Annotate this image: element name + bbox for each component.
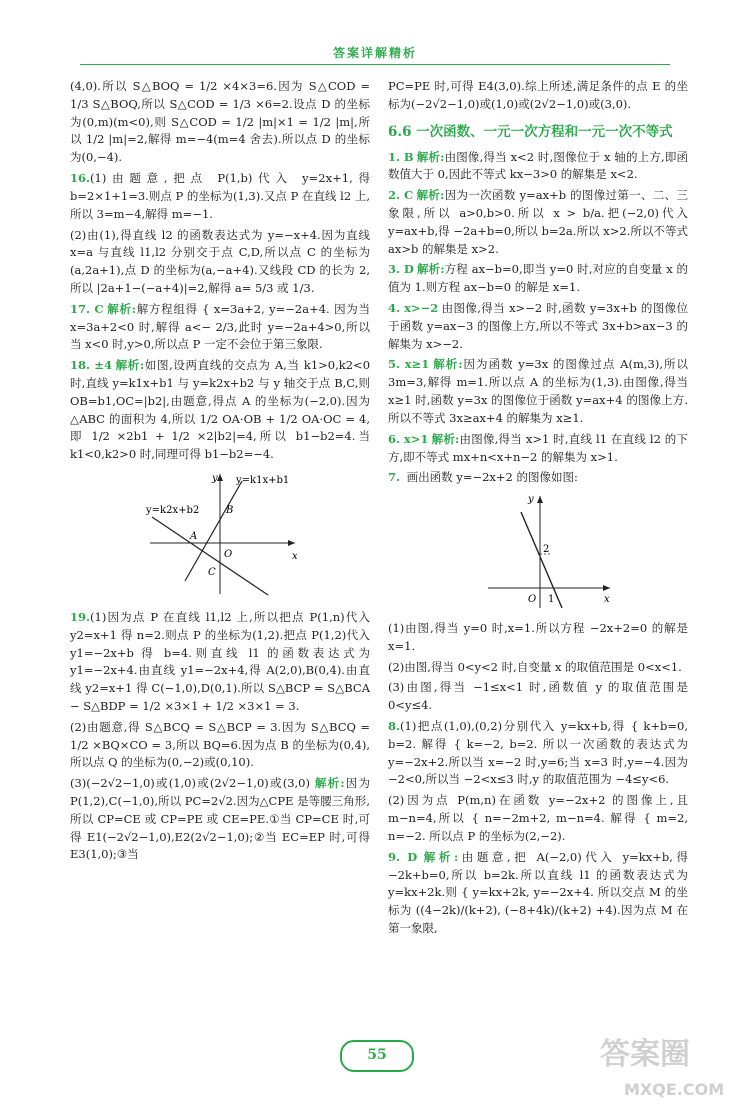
q9-number: 9. xyxy=(388,849,401,864)
q9-answer: D xyxy=(407,849,418,864)
item-text: 由图像,得当 x<2 时,图像位于 x 轴的上方,即函数值大于 0,因此不等式 kx−3>0 的解集是 x<2. xyxy=(388,149,689,182)
item-text: 画出函数 y=−2x+2 的图像如图: xyxy=(406,470,578,485)
item-text: 因为一次函数 y=ax+b 的图像过第一、二、三象限,所以 a>0,b>0.所以 x > b/a.把(−2,0)代入 y=ax+b,得 −2a+b=0,所以 b=2a.所以 x>2.所以不等式 ax>b 的解集是 x>2. xyxy=(388,188,688,256)
answer-item-5 xyxy=(388,356,688,427)
question-18 xyxy=(70,357,370,464)
q18-line-2 xyxy=(152,517,268,595)
section-title: 6.6 一次函数、一元一次方程和一元一次不等式 xyxy=(388,123,673,140)
item-answer: x>1 xyxy=(403,431,429,446)
item-number: 4. xyxy=(388,301,401,316)
right-paragraph-1: PC=PE 时,可得 E4(3,0).综上所述,满足条件的点 E 的坐标为(−2√2−1,0)或(1,0)或(2√2−1,0)或(3,0). xyxy=(388,79,688,111)
question-9 xyxy=(388,849,688,938)
q7-part2: (2)由图,得当 0<y<2 时,自变量 x 的取值范围是 0<x<1. xyxy=(388,659,682,674)
answer-item-7 xyxy=(388,469,688,487)
q19-part3-answer: (3)(−2√2−1,0)或(1,0)或(2√2−1,0)或(3,0) xyxy=(70,776,310,791)
answer-item-3 xyxy=(388,261,688,297)
q16-number: 16. xyxy=(70,171,91,186)
q18-point-c: C xyxy=(208,567,216,579)
q7-part3: (3)由图,得当 −1≤x<1 时,函数值 y 的取值范围是 0<y≤4. xyxy=(388,680,688,713)
q17-analysis-label: 解析: xyxy=(106,301,136,316)
item-analysis-label: 解析: xyxy=(431,431,460,446)
q18-line2-label: y=k2x+b2 xyxy=(146,505,200,517)
q7-x-label: x xyxy=(604,594,610,606)
q18-y-arrow xyxy=(217,474,223,481)
item-answer: B xyxy=(403,149,414,164)
item-analysis-label: 解析: xyxy=(432,357,463,372)
answer-item-6 xyxy=(388,431,688,467)
q7-tick-1: 1 xyxy=(548,594,555,606)
item-text: 因为函数 y=3x 的图像过点 A(m,3),所以 3m=3,解得 m=1.所以点 A 的坐标为(1,3).由图像,得当 x≥1 时,函数 y=3x 的图像位于函数 y=ax+4 的图像上方.所以不等式 3x≥ax+4 的解集为 x≥1. xyxy=(388,357,689,425)
page-number: 55 xyxy=(340,1040,414,1072)
q7-tick-2: 2 xyxy=(543,544,550,556)
watermark-logo: 答案圈 xyxy=(600,1037,690,1072)
item-text: 由图像,得当 x>1 时,直线 l1 在直线 l2 的下方,即不等式 mx+n<x+n−2 的解集为 x>1. xyxy=(388,431,689,464)
q18-line1-label: y=k1x+b1 xyxy=(236,475,290,487)
question-16 xyxy=(70,170,370,223)
watermark-url: MXQE.COM xyxy=(624,1080,725,1099)
q7-y-label: y xyxy=(528,494,534,506)
answer-item-1 xyxy=(388,149,688,185)
q17-text: 解方程组得 { x=3a+2, y=−2a+4. 因为当 x=3a+2<0 时,解得 a<− 2/3,此时 y=−2a+4>0,所以当 x<0 时,y>0,所以点 P 一定不会位于第三象限. xyxy=(70,301,371,352)
q18-x-label: x xyxy=(292,551,298,563)
item-analysis-label: 解析: xyxy=(416,149,445,164)
answer-item-4 xyxy=(388,300,688,353)
q7-graph xyxy=(388,492,688,610)
item-number: 2. xyxy=(388,188,401,203)
q19-part3 xyxy=(70,775,370,864)
item-number: 5. xyxy=(388,357,401,372)
item-number: 7. xyxy=(388,470,401,485)
right-column xyxy=(388,78,688,941)
q19-analysis-label: 解析: xyxy=(314,776,345,791)
question-19 xyxy=(70,609,370,716)
q18-y-label: y xyxy=(212,473,218,485)
item-answer: x>−2 xyxy=(404,301,439,316)
item-number: 1. xyxy=(388,149,401,164)
q9-analysis-label: 解析: xyxy=(420,849,459,864)
q8-number: 8. xyxy=(388,719,401,734)
item-text: 方程 ax−b=0,即当 y=0 时,对应的自变量 x 的值为 1.则方程 ax−b=0 的解是 x=1. xyxy=(388,262,688,295)
q19-number: 19. xyxy=(70,609,91,624)
item-text: 由图像,得当 x>−2 时,函数 y=3x+b 的图像位于函数 y=ax−3 的图像上方,所以不等式 3x+b>ax−3 的解集为 x>−2. xyxy=(388,301,689,351)
header-divider xyxy=(80,64,670,65)
q18-analysis-label: 解析: xyxy=(114,358,145,373)
q19-part1: (1)因为点 P 在直线 l1,l2 上,所以把点 P(1,n)代入 y2=x+1 得 n=2.则点 P 的坐标为(1,2).把点 P(1,2)代入 y1=−2x+b 得 b=4.则直线 l1 的函数表达式为 y1=−2x+4.由直线 y1=−2x+4,得 A(2,0),B(0,4).由直线 y2=x+1 得 C(−1,0),D(0,1).所以 S△BCP = S△BCA − S△BDP = 1/2 ×3×1 + 1/2 ×3×1 = 3. xyxy=(70,609,370,713)
item-number: 6. xyxy=(388,431,401,446)
item-answer: x≥1 xyxy=(404,357,430,372)
q18-x-arrow xyxy=(288,540,295,546)
item-number: 3. xyxy=(388,262,401,277)
q19-part3-text: 因为 P(1,2),C(−1,0),所以 PC=2√2.因为△CPE 是等腰三角形,所以 CP=CE 或 CP=PE 或 CE=PE.①当 CP=CE 时,可得 E1(−2√2−1,0),E2(2√2−1,0);②当 EC=EP 时,可得 E3(1,0);③当 xyxy=(70,776,371,862)
q7-origin: O xyxy=(528,594,537,606)
q18-answer: ±4 xyxy=(94,358,112,373)
q8-part2: (2)因为点 P(m,n)在函数 y=−2x+2 的图像上,且 m−n=4,所以 { n=−2m+2, m−n=4. 解得 { m=2, n=−2. 所以点 P 的坐标为(2,−2). xyxy=(388,793,688,843)
item-analysis-label: 解析: xyxy=(416,188,445,203)
left-paragraph-1: (4,0).所以 S△BOQ = 1/2 ×4×3=6.因为 S△COD = 1/3 S△BOQ,所以 S△COD = 1/3 ×6=2.设点 D 的坐标为(0,m)(m<0),则 S△COD = 1/2 |m|×1 = 1/2 |m|,所以 1/2 |m|=2,解得 m=−4(m=4 舍去).所以点 D 的坐标为(0,−4). xyxy=(70,79,370,165)
q17-answer: C xyxy=(94,301,104,316)
q16-part2: (2)由(1),得直线 l2 的函数表达式为 y=−x+4.因为直线 x=a 与直线 l1,l2 分别交于点 C,D,所以点 C 的坐标为(a,2a+1),点 D 的坐标为(a,−a+4).又线段 CD 的长为 2,所以 |2a+1−(−a+4)|=2,解得 a= 5/3 或 1/3. xyxy=(70,227,370,295)
q18-point-a: A xyxy=(190,531,198,543)
item-answer: D xyxy=(403,262,414,277)
q7-part1: (1)由图,得当 y=0 时,x=1.所以方程 −2x+2=0 的解是 x=1. xyxy=(388,620,688,653)
q18-origin: O xyxy=(224,549,233,561)
question-17 xyxy=(70,301,370,354)
q19-part2: (2)由题意,得 S△BCQ = S△BCP = 3.因为 S△BCQ = 1/2 ×BQ×CO = 3,所以 BQ=6.因为点 B 的坐标为(0,4),所以点 Q 的坐标为(0,−2)或(0,10). xyxy=(70,719,370,770)
question-8 xyxy=(388,718,688,789)
page-header-title: 答案详解精析 xyxy=(332,46,417,60)
q9-text: 由题意,把 A(−2,0)代入 y=kx+b,得 −2k+b=0,所以 b=2k.所以直线 l1 的函数表达式为 y=kx+2k.则 { y=kx+2k, y=−2x+4. 所以交点 M 的坐标为 ((4−2k)/(k+2), (−8+4k)/(k+2) +4).因为点 M 在第一象限, xyxy=(388,849,688,935)
answer-item-2 xyxy=(388,187,688,258)
item-answer: C xyxy=(404,188,414,203)
q18-point-b: B xyxy=(226,505,234,517)
q17-number: 17. xyxy=(70,301,91,316)
item-analysis-label: 解析: xyxy=(416,262,445,277)
q7-y-arrow xyxy=(537,496,543,503)
left-column xyxy=(70,78,370,867)
q18-text: 如图,设两直线的交点为 A,当 k1>0,k2<0 时,直线 y=k1x+b1 与 y=k2x+b2 与 y 轴交于点 B,C,则 OB=b1,OC=|b2|,由题意,得点 A 的坐标为(−2,0).因为△ABC 的面积为 4,所以 1/2 OA·OB + 1/2 OA·OC = 4,即 1/2 ×2b1 + 1/2 ×2|b2|=4,所以 b1−b2=4.当 k1<0,k2>0 时,同理可得 b1−b2=−4. xyxy=(70,358,371,462)
q18-number: 18. xyxy=(70,358,91,373)
q16-part1: (1)由题意,把点 P(1,b)代入 y=2x+1,得 b=2×1+1=3.则点 P 的坐标为(1,3).又点 P 在直线 l2 上,所以 3=m−4,解得 m=−1. xyxy=(70,171,370,221)
q18-graph xyxy=(70,469,370,599)
q8-part1: (1)把点(1,0),(0,2)分别代入 y=kx+b,得 { k+b=0, b=2. 解得 { k=−2, b=2. 所以一次函数的表达式为 y=−2x+2.所以当 x=−2 时,y=6;当 x=3 时,y=−4.因为 −2<0,所以当 −2<x≤3 时,y 的取值范围为 −4≤y<6. xyxy=(388,719,688,787)
q7-x-arrow xyxy=(603,585,610,591)
